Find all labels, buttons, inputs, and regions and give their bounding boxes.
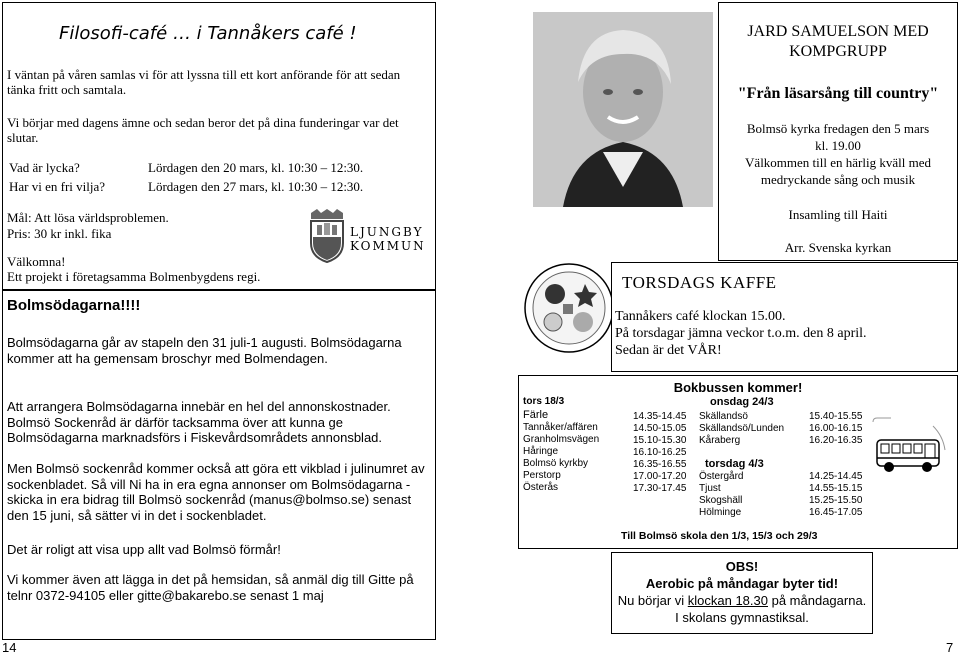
stop-place: Tjust <box>699 483 721 494</box>
concert-welcome-2: medryckande sång och musik <box>760 172 916 187</box>
stop-time: 17.30-17.45 <box>633 483 687 494</box>
stop-time: 16.10-16.25 <box>633 447 687 458</box>
session-2-topic: Har vi en fri vilja? <box>9 179 106 194</box>
concert-subtitle: "Från läsarsång till country" <box>737 85 939 102</box>
page-number-left: 14 <box>2 640 17 655</box>
cafe-start: Vi börjar med dagens ämne och sedan beror det på dina funderingar var det slutar. <box>7 115 399 145</box>
stop-time: 14.50-15.05 <box>633 423 687 434</box>
cafe-box <box>2 2 436 290</box>
artist-photo <box>533 12 713 207</box>
cafe-title: Filosofi-café … i Tannåkers café ! <box>59 23 357 44</box>
obs-line-3: I skolans gymnastiksal. <box>675 610 809 625</box>
session-1-time: Lördagen den 20 mars, kl. 10:30 – 12:30. <box>148 160 364 175</box>
obs-line-2 <box>612 593 872 608</box>
stop-time: 15.10-15.30 <box>633 435 687 446</box>
bokbuss-footer: Till Bolmsö skola den 1/3, 15/3 och 29/3 <box>621 530 818 542</box>
obs-line-2-post: på måndagarna. <box>768 593 867 608</box>
stop-place: Östergård <box>699 471 744 482</box>
portrait-image <box>533 12 713 207</box>
stop-time: 14.25-14.45 <box>809 471 863 482</box>
logo-text-kommun: KOMMUN <box>350 239 426 253</box>
concert-welcome: Välkommen till en härlig kväll med <box>745 155 931 170</box>
stop-place: Tannåker/affären <box>523 422 598 433</box>
stop-place: Skällandsö/Lunden <box>699 423 785 434</box>
logo-text-ljungby: LJUNGBY <box>350 225 424 239</box>
day3-header: torsdag 4/3 <box>705 458 764 470</box>
stop-place: Skällandsö <box>699 411 748 422</box>
concert-organizer: Arr. Svenska kyrkan <box>784 240 892 255</box>
cafe-welcome: Välkomna! <box>7 254 66 269</box>
stop-time: 14.35-14.45 <box>633 411 687 422</box>
stop-place: Kåraberg <box>699 435 741 446</box>
obs-time-link: klockan 18.30 <box>687 593 768 608</box>
cafe-intro: I väntan på våren samlas vi för att lyssna till ett kort anförande för att sedan tänka fritt och samtala. <box>7 67 401 97</box>
concert-box <box>718 2 958 261</box>
cafe-price: Pris: 30 kr inkl. fika <box>7 226 112 241</box>
kaffe-title: TORSDAGS KAFFE <box>622 273 777 292</box>
cookie-plate-icon <box>523 262 615 354</box>
stop-time: 17.00-17.20 <box>633 471 687 482</box>
stop-place: Bolmsö kyrkby <box>523 458 589 469</box>
bolmsodagarna-box <box>2 290 436 640</box>
concert-date: Bolmsö kyrka fredagen den 5 mars <box>746 121 930 136</box>
concert-collection: Insamling till Haiti <box>788 207 888 222</box>
bolmsodagarna-heading: Bolmsödagarna!!!! <box>7 297 141 314</box>
stop-place: Granholmsvägen <box>523 434 600 445</box>
bolmso-para-2: Att arrangera Bolmsödagarna innebär en hel del annonskostnader. Bolmsö Sockenråd är därför tacksamma över att kunna ge Bolmsödagarna marknadsförs i Fiskevårdsområdets annonsblad. <box>7 399 391 445</box>
municipality-logo <box>303 207 433 265</box>
stop-place: Skogshäll <box>699 495 743 506</box>
stop-time: 16.35-16.55 <box>633 459 687 470</box>
bokbuss-title: Bokbussen kommer! <box>673 380 803 395</box>
kaffe-line-2: På torsdagar jämna veckor t.o.m. den 8 april. <box>615 326 867 341</box>
cafe-goal: Mål: Att lösa världsproblemen. <box>7 210 169 225</box>
stop-place: Perstorp <box>523 470 561 481</box>
kaffe-box <box>611 262 958 372</box>
stop-time: 15.25-15.50 <box>809 495 863 506</box>
stop-place: Färle <box>523 409 549 421</box>
concert-title-2: KOMPGRUPP <box>789 43 887 60</box>
concert-title-1: JARD SAMUELSON MED <box>747 23 929 40</box>
stop-time: 14.55-15.15 <box>809 483 863 494</box>
obs-box <box>611 552 873 634</box>
coat-of-arms-icon <box>307 207 347 263</box>
page-number-right: 7 <box>946 640 954 655</box>
day1-header: tors 18/3 <box>523 396 565 407</box>
stop-place: Håringe <box>523 446 559 457</box>
obs-line-1: Aerobic på måndagar byter tid! <box>645 576 839 591</box>
stop-time: 15.40-15.55 <box>809 411 863 422</box>
bolmso-para-4: Det är roligt att visa upp allt vad Bolmsö förmår! <box>7 542 281 557</box>
kaffe-line-1: Tannåkers café klockan 15.00. <box>615 309 786 324</box>
session-1-topic: Vad är lycka? <box>9 160 80 175</box>
stop-time: 16.45-17.05 <box>809 507 863 518</box>
concert-time: kl. 19.00 <box>815 138 861 153</box>
cookie-plate-image <box>523 262 615 354</box>
day2-header: onsdag 24/3 <box>710 396 774 408</box>
session-2-time: Lördagen den 27 mars, kl. 10:30 – 12:30. <box>148 179 364 194</box>
obs-line-2-pre: Nu börjar vi <box>617 593 688 608</box>
cafe-project: Ett projekt i företagsamma Bolmenbygdens regi. <box>7 269 261 284</box>
stop-place: Hölminge <box>699 507 742 518</box>
stop-time: 16.00-16.15 <box>809 423 863 434</box>
bokbuss-box <box>518 375 958 549</box>
stop-place: Österås <box>523 482 559 493</box>
stop-time: 16.20-16.35 <box>809 435 863 446</box>
bolmso-para-5: Vi kommer även att lägga in det på hemsidan, så anmäl dig till Gitte på telnr 0372-94105 eller gitte@bakarebo.se senast 1 maj <box>7 572 414 603</box>
obs-title: OBS! <box>725 559 759 574</box>
kaffe-line-3: Sedan är det VÅR! <box>615 343 722 358</box>
school-bus-icon <box>871 416 951 486</box>
school-bus-image <box>871 416 951 486</box>
bolmso-para-3: Men Bolmsö sockenråd kommer också att göra ett vikblad i julinumret av sockenbladet. Så vill Ni ha in era egna annonser om Bolmsödagarna - skicka in era bidrag till Bolmsö sockenråd (manus@bolmso.se) senast den 15 juni, så sätter vi in det i sockenbladet. <box>7 461 425 523</box>
bolmso-para-1: Bolmsödagarna går av stapeln den 31 juli-1 augusti. Bolmsödagarna kommer att ha gemensam broschyr med Bolmendagen. <box>7 335 402 366</box>
